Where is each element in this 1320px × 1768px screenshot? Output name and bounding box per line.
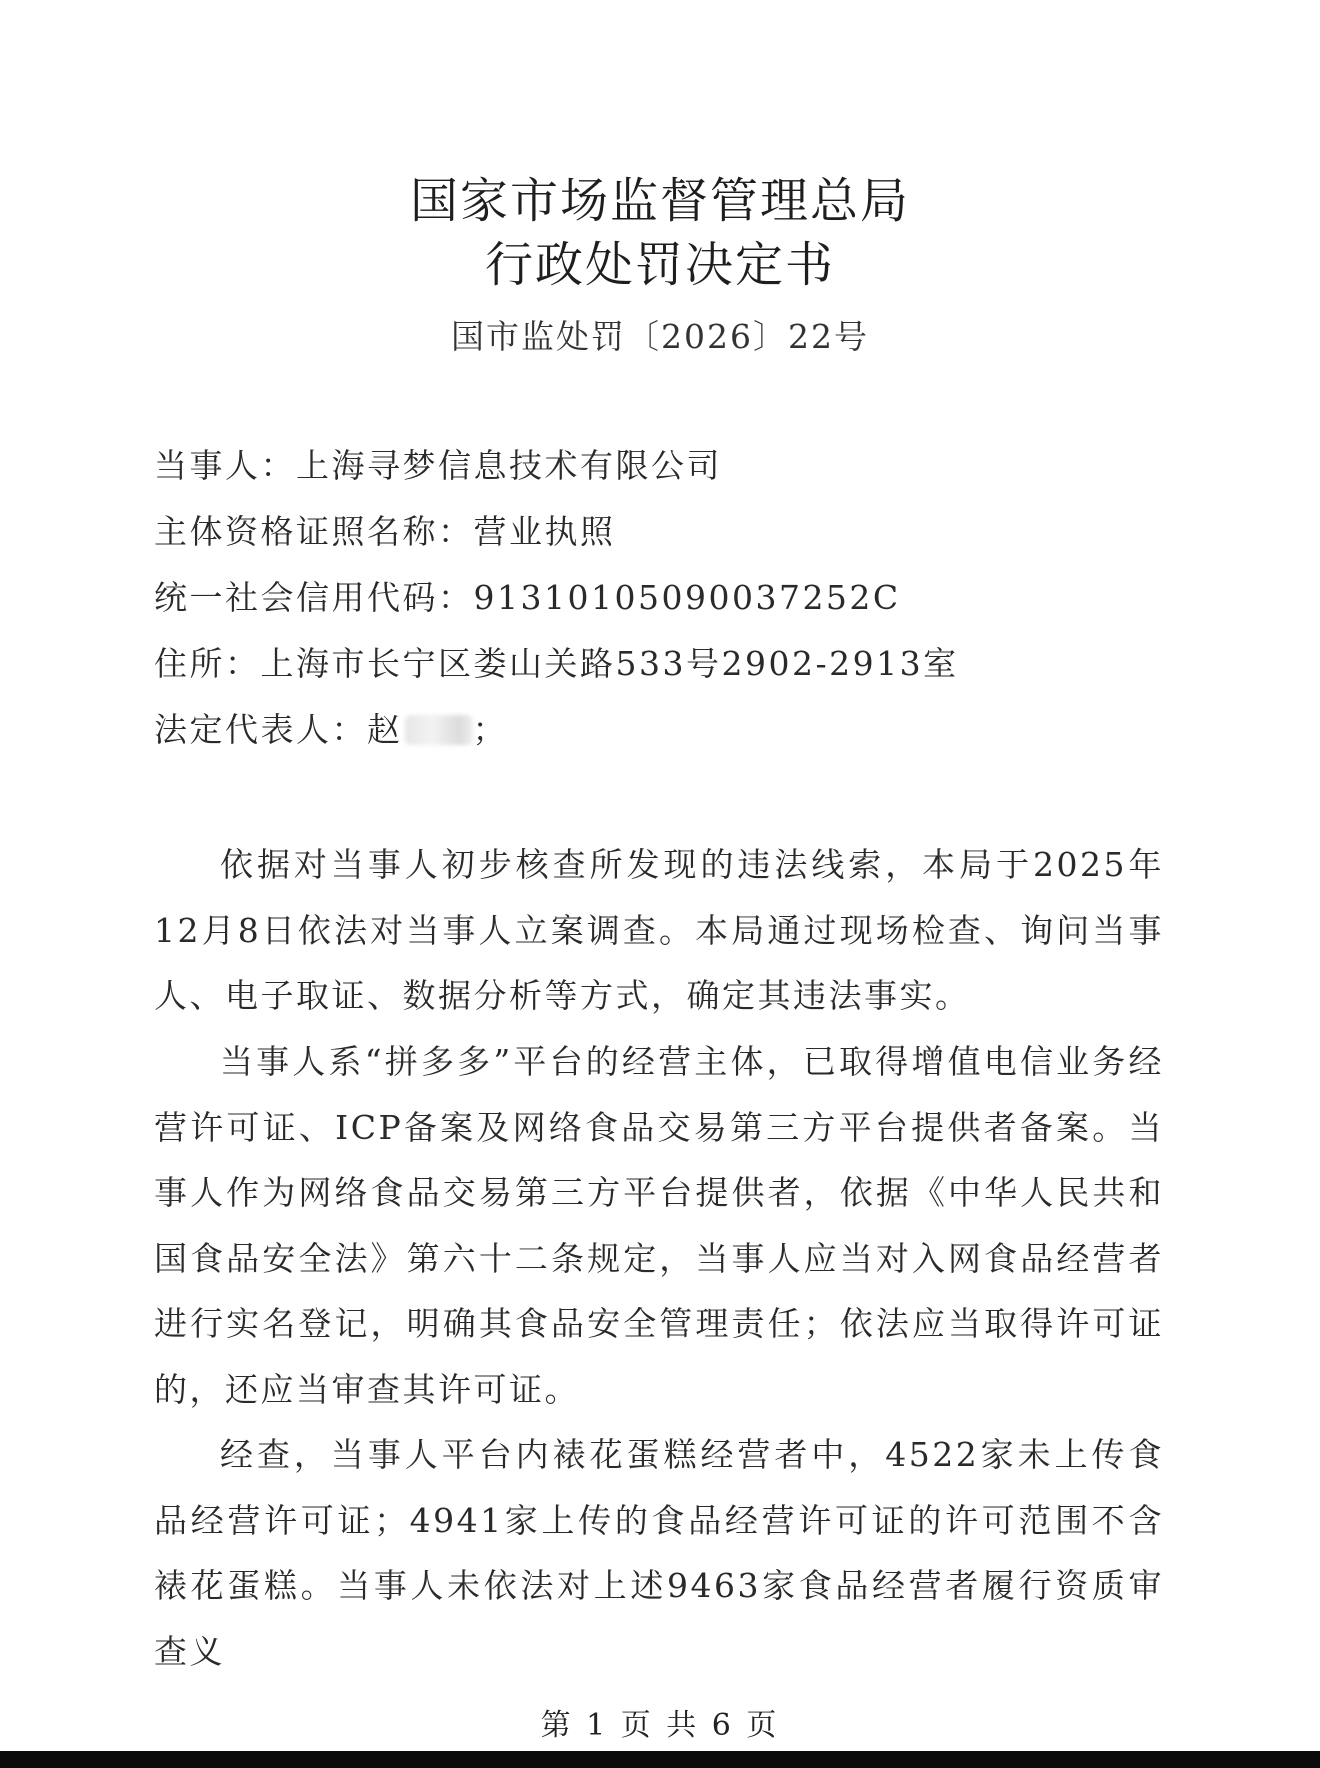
page-number: 第 1 页 共 6 页 [540, 1708, 780, 1743]
legal-representative-suffix: ； [472, 710, 508, 749]
body-paragraph-1: 依据对当事人初步核查所发现的违法线索，本局于2025年12月8日依法对当事人立案调查。本局通过现场检查、询问当事人、电子取证、数据分析等方式，确定其违法事实。 [154, 845, 1164, 1015]
credit-code-line: 统一社会信用代码：91310105090037252C [154, 578, 901, 617]
body-paragraph-2: 当事人系“拼多多”平台的经营主体，已取得增值电信业务经营许可证、ICP备案及网络食品交易第三方平台提供者备案。当事人作为网络食品交易第三方平台提供者，依据《中华人民共和国食品安全法》第六十二条规定，当事人应当对入网食品经营者进行实名登记，明确其食品安全管理责任；依法应当取得许可证的，还应当审查其许可证。 [154, 1042, 1164, 1409]
redaction-blur [405, 715, 473, 745]
legal-representative-label: 法定代表人：赵 [154, 710, 403, 749]
legal-representative-line [154, 710, 1174, 750]
bottom-edge-bar [0, 1751, 1320, 1768]
document-number: 国市监处罚〔2026〕22号 [451, 317, 869, 356]
license-name-line: 主体资格证照名称：营业执照 [154, 512, 616, 551]
issuing-organization: 国家市场监督管理总局 [409, 173, 910, 229]
party-line: 当事人：上海寻梦信息技术有限公司 [154, 446, 722, 485]
address-line: 住所：上海市长宁区娄山关路533号2902-2913室 [154, 644, 959, 683]
body-paragraph-3: 经查，当事人平台内裱花蛋糕经营者中，4522家未上传食品经营许可证；4941家上传的食品经营许可证的许可范围不含裱花蛋糕。当事人未依法对上述9463家食品经营者履行资质审查义 [154, 1435, 1164, 1671]
document-title: 行政处罚决定书 [484, 237, 835, 293]
